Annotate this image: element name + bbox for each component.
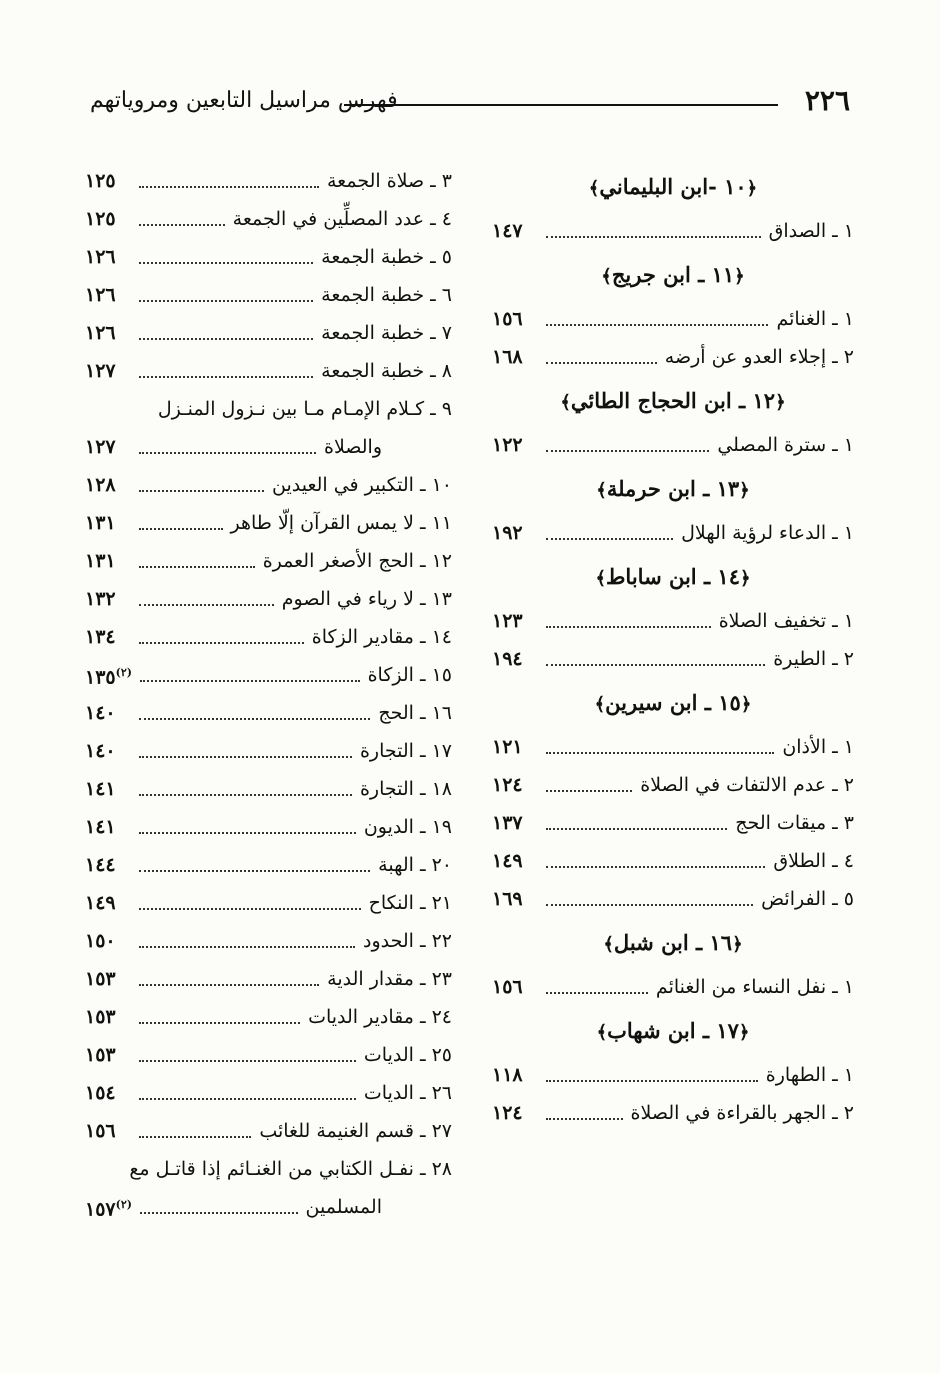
page-value: ١٤٩ bbox=[85, 892, 116, 914]
dot-leader bbox=[546, 1118, 623, 1120]
index-entry bbox=[85, 618, 452, 656]
page-value: ١٢٥ bbox=[85, 170, 116, 192]
page-value: ١٢٦ bbox=[85, 322, 116, 344]
dot-leader bbox=[139, 604, 274, 606]
entry-text: ٥ ـ الفرائض bbox=[761, 888, 854, 910]
dot-leader bbox=[139, 490, 264, 492]
entry-text: ٣ ـ ميقات الحج bbox=[735, 812, 854, 834]
index-entry bbox=[85, 808, 452, 846]
entry-page bbox=[492, 640, 538, 678]
page-value: ١٢٦ bbox=[85, 246, 116, 268]
entry-text: ٤ ـ عدد المصلِّين في الجمعة bbox=[232, 208, 452, 230]
entry-page bbox=[492, 1056, 538, 1094]
entry-page bbox=[85, 618, 131, 656]
index-entry bbox=[492, 212, 854, 250]
entry-text: ١٧ ـ التجارة bbox=[359, 740, 452, 762]
dot-leader bbox=[139, 300, 313, 302]
section-title: ١٠ -ابن البليماني bbox=[599, 174, 747, 199]
entry-page bbox=[85, 1036, 131, 1074]
entry-page bbox=[85, 428, 131, 466]
page-value: ١٣٥ bbox=[85, 666, 116, 689]
index-entry bbox=[492, 1056, 854, 1094]
entry-page bbox=[85, 314, 131, 352]
ornate-bracket-left: ﴿ bbox=[738, 1022, 750, 1043]
entry-page bbox=[85, 1074, 131, 1112]
index-entry-line1 bbox=[85, 1150, 452, 1188]
page-value: ١٤١ bbox=[85, 816, 116, 838]
ornate-bracket-left: ﴿ bbox=[746, 178, 758, 199]
dot-leader bbox=[140, 680, 360, 682]
entry-page bbox=[85, 200, 131, 238]
entry-page bbox=[85, 466, 131, 504]
dot-leader bbox=[546, 450, 709, 452]
dot-leader bbox=[546, 904, 753, 906]
dot-leader bbox=[546, 236, 761, 238]
ornate-bracket-right: ﴾ bbox=[595, 568, 606, 589]
dot-leader bbox=[546, 538, 673, 540]
entry-page bbox=[85, 770, 131, 808]
page-value: ١٢١ bbox=[492, 736, 523, 758]
entry-page bbox=[85, 654, 132, 696]
dot-leader bbox=[139, 908, 361, 910]
index-entry bbox=[492, 728, 854, 766]
entry-text: ٢١ ـ النكاح bbox=[368, 892, 452, 914]
dot-leader bbox=[139, 338, 313, 340]
dot-leader bbox=[546, 828, 727, 830]
dot-leader bbox=[139, 718, 370, 720]
ornate-bracket-left: ﴿ bbox=[732, 934, 743, 955]
section-heading bbox=[492, 250, 854, 300]
entry-text: ١٨ ـ التجارة bbox=[359, 778, 452, 800]
index-entry bbox=[492, 968, 854, 1006]
page-value: ١١٨ bbox=[492, 1064, 523, 1086]
index-column-left bbox=[85, 162, 452, 1226]
entry-text: ١ ـ الدعاء لرؤية الهلال bbox=[681, 522, 854, 544]
section-heading bbox=[492, 464, 854, 514]
page-value: ١٥٣ bbox=[85, 968, 116, 990]
entry-text: ٢٨ ـ نفـل الكتابي من الغنـائم إذا قاتـل مع bbox=[129, 1158, 452, 1180]
entry-text: ١٢ ـ الحج الأصغر العمرة bbox=[262, 550, 452, 572]
index-entry bbox=[85, 352, 452, 390]
entry-text: ٢٣ ـ مقدار الدية bbox=[327, 968, 452, 990]
entry-text-cont: والصلاة bbox=[323, 436, 382, 458]
section-heading bbox=[492, 552, 854, 602]
page-value: ١٣٤ bbox=[85, 626, 116, 648]
section-title: ١١ ـ ابن جريج bbox=[611, 262, 735, 287]
ornate-bracket-left: ﴿ bbox=[740, 694, 752, 715]
page-value: ١٣١ bbox=[85, 512, 116, 534]
entry-page bbox=[85, 542, 131, 580]
dot-leader bbox=[139, 528, 223, 530]
ornate-bracket-left: ﴿ bbox=[739, 568, 751, 589]
ornate-bracket-right: ﴾ bbox=[560, 392, 571, 413]
page-header bbox=[90, 84, 850, 124]
dot-leader bbox=[139, 1136, 251, 1138]
entry-text: ١ ـ الصداق bbox=[768, 220, 854, 242]
index-entry bbox=[492, 766, 854, 804]
dot-leader bbox=[546, 1080, 758, 1082]
entry-page bbox=[85, 1112, 131, 1150]
entry-text: ٢٥ ـ الديات bbox=[363, 1044, 452, 1066]
dot-leader bbox=[139, 1022, 300, 1024]
page-value: ١٥٦ bbox=[492, 976, 523, 998]
entry-text: ٥ ـ خطبة الجمعة bbox=[321, 246, 452, 268]
entry-text: ١ ـ سترة المصلي bbox=[717, 434, 854, 456]
dot-leader bbox=[139, 186, 319, 188]
index-entry bbox=[85, 732, 452, 770]
section-title: ١٥ ـ ابن سيرين bbox=[605, 690, 741, 715]
index-entry bbox=[85, 314, 452, 352]
index-entry bbox=[85, 922, 452, 960]
page-value: ١٩٢ bbox=[492, 522, 523, 544]
header-rule bbox=[344, 104, 778, 106]
page-value: ١٥٦ bbox=[492, 308, 523, 330]
entry-page bbox=[85, 960, 131, 998]
entry-text: ١٠ ـ التكبير في العيدين bbox=[271, 474, 452, 496]
index-entry bbox=[492, 1094, 854, 1132]
section-title: ١٤ ـ ابن ساباط bbox=[606, 564, 740, 589]
ornate-bracket-right: ﴾ bbox=[596, 480, 607, 501]
entry-page bbox=[492, 766, 538, 804]
page-value: ١٢٧ bbox=[85, 436, 116, 458]
section-heading bbox=[492, 1006, 854, 1056]
page-value: ١٥٤ bbox=[85, 1082, 116, 1104]
entry-page bbox=[85, 238, 131, 276]
index-entry bbox=[492, 804, 854, 842]
entry-text: ٢ ـ الطيرة bbox=[773, 648, 854, 670]
entry-page bbox=[492, 602, 538, 640]
dot-leader bbox=[139, 1060, 356, 1062]
entry-text: ٢٤ ـ مقادير الديات bbox=[308, 1006, 452, 1028]
index-entry bbox=[492, 426, 854, 464]
dot-leader bbox=[139, 262, 313, 264]
ornate-bracket-left: ﴿ bbox=[775, 392, 786, 413]
entry-page bbox=[492, 804, 538, 842]
entry-text: ١ ـ الغنائم bbox=[776, 308, 854, 330]
section-heading bbox=[492, 376, 854, 426]
page-value: ١٥٧ bbox=[85, 1198, 116, 1221]
dot-leader bbox=[139, 984, 319, 986]
entry-page bbox=[85, 694, 131, 732]
entry-text: ٦ ـ خطبة الجمعة bbox=[321, 284, 452, 306]
index-entry bbox=[85, 276, 452, 314]
index-column-right bbox=[492, 162, 854, 1132]
dot-leader bbox=[546, 362, 657, 364]
dot-leader bbox=[140, 1212, 298, 1214]
page-value: ١٦٨ bbox=[492, 346, 523, 368]
section-heading bbox=[492, 918, 854, 968]
index-entry bbox=[492, 300, 854, 338]
entry-page bbox=[492, 1094, 538, 1132]
entry-page bbox=[85, 846, 131, 884]
index-entry bbox=[85, 466, 452, 504]
dot-leader bbox=[546, 752, 774, 754]
index-entry bbox=[85, 1074, 452, 1112]
entry-page bbox=[85, 884, 131, 922]
entry-page bbox=[492, 968, 538, 1006]
page-value: ١٢٤ bbox=[492, 774, 523, 796]
dot-leader bbox=[139, 642, 304, 644]
index-entry bbox=[85, 770, 452, 808]
page-value: ١٥٣ bbox=[85, 1044, 116, 1066]
page-value: ١٤٧ bbox=[492, 220, 523, 242]
index-entry bbox=[492, 514, 854, 552]
index-entry bbox=[492, 880, 854, 918]
index-entry bbox=[85, 998, 452, 1036]
index-entry bbox=[85, 656, 452, 694]
page-value: ١٢٣ bbox=[492, 610, 523, 632]
entry-page bbox=[85, 1186, 132, 1228]
entry-page bbox=[85, 580, 131, 618]
page-value: ١٢٧ bbox=[85, 360, 116, 382]
page-value: ١٥٠ bbox=[85, 930, 116, 952]
index-entry-line2 bbox=[85, 1188, 452, 1226]
entry-text: ٢٢ ـ الحدود bbox=[362, 930, 452, 952]
index-entry bbox=[85, 162, 452, 200]
entry-page bbox=[85, 732, 131, 770]
entry-page bbox=[492, 300, 538, 338]
index-entry bbox=[492, 640, 854, 678]
dot-leader bbox=[139, 946, 355, 948]
entry-text: ١٥ ـ الزكاة bbox=[367, 664, 452, 686]
page-value: ١٢٦ bbox=[85, 284, 116, 306]
entry-text: ٢ ـ عدم الالتفات في الصلاة bbox=[640, 774, 854, 796]
dot-leader bbox=[546, 790, 632, 792]
index-entry bbox=[492, 842, 854, 880]
page-value: ١٤١ bbox=[85, 778, 116, 800]
entry-text: ٩ ـ كـلام الإمـام مـا بين نـزول المنـزل bbox=[157, 398, 452, 420]
entry-text: ٢ ـ إجلاء العدو عن أرضه bbox=[664, 346, 854, 368]
index-entry-line2 bbox=[85, 428, 452, 466]
dot-leader bbox=[139, 1098, 356, 1100]
page-value: ١٦٩ bbox=[492, 888, 523, 910]
section-title: ١٣ ـ ابن حرملة bbox=[606, 476, 740, 501]
entry-page bbox=[85, 922, 131, 960]
dot-leader bbox=[546, 992, 648, 994]
section-title: ١٧ ـ ابن شهاب bbox=[607, 1018, 739, 1043]
entry-text: ٢٧ ـ قسم الغنيمة للغائب bbox=[259, 1120, 452, 1142]
entry-text: ١٩ ـ الديون bbox=[363, 816, 452, 838]
section-title: ١٦ ـ ابن شبل bbox=[613, 930, 733, 955]
index-entry bbox=[85, 884, 452, 922]
section-heading bbox=[492, 678, 854, 728]
entry-text: ٧ ـ خطبة الجمعة bbox=[321, 322, 452, 344]
page-value: ١٥٦ bbox=[85, 1120, 116, 1142]
index-entry bbox=[85, 580, 452, 618]
page-value: ١٢٥ bbox=[85, 208, 116, 230]
entry-page bbox=[492, 426, 538, 464]
page-value: ١٩٤ bbox=[492, 648, 523, 670]
running-title: فهرس مراسيل التابعين ومروياتهم bbox=[90, 88, 398, 113]
index-entry bbox=[85, 504, 452, 542]
page-number: ٢٢٦ bbox=[804, 84, 850, 117]
entry-text-cont: المسلمين bbox=[305, 1196, 382, 1218]
entry-page bbox=[85, 808, 131, 846]
index-entry bbox=[85, 960, 452, 998]
ornate-bracket-left: ﴿ bbox=[739, 480, 750, 501]
entry-page bbox=[492, 212, 538, 250]
page-value: ١٣٧ bbox=[492, 812, 523, 834]
page-value: ١٤٠ bbox=[85, 740, 116, 762]
dot-leader bbox=[139, 452, 316, 454]
dot-leader bbox=[139, 566, 255, 568]
index-entry bbox=[85, 1036, 452, 1074]
page-value: ١٤٤ bbox=[85, 854, 116, 876]
dot-leader bbox=[139, 794, 352, 796]
section-title: ١٢ ـ ابن الحجاج الطائي bbox=[570, 388, 776, 413]
dot-leader bbox=[139, 756, 352, 758]
entry-page bbox=[492, 338, 538, 376]
entry-text: ٣ ـ صلاة الجمعة bbox=[327, 170, 452, 192]
entry-page bbox=[492, 880, 538, 918]
entry-page bbox=[85, 352, 131, 390]
entry-page bbox=[492, 514, 538, 552]
dot-leader bbox=[139, 832, 356, 834]
entry-page bbox=[85, 998, 131, 1036]
footnote-mark: (٢) bbox=[115, 665, 132, 679]
index-entry bbox=[85, 238, 452, 276]
entry-page bbox=[85, 504, 131, 542]
ornate-bracket-right: ﴾ bbox=[603, 934, 614, 955]
entry-text: ١ ـ تخفيف الصلاة bbox=[718, 610, 854, 632]
page-value: ١٤٠ bbox=[85, 702, 116, 724]
entry-text: ١ ـ الأذان bbox=[782, 736, 854, 758]
page-value: ١٢٢ bbox=[492, 434, 523, 456]
entry-text: ٢٦ ـ الديات bbox=[363, 1082, 452, 1104]
ornate-bracket-right: ﴾ bbox=[594, 694, 606, 715]
index-entry bbox=[492, 338, 854, 376]
entry-text: ٢ ـ الجهر بالقراءة في الصلاة bbox=[630, 1102, 854, 1124]
page-value: ١٢٤ bbox=[492, 1102, 523, 1124]
entry-text: ١ ـ الطهارة bbox=[765, 1064, 854, 1086]
dot-leader bbox=[546, 324, 768, 326]
ornate-bracket-right: ﴾ bbox=[596, 1022, 608, 1043]
entry-text: ١١ ـ لا يمس القرآن إلّا طاهر bbox=[230, 512, 452, 534]
entry-text: ١ ـ نفل النساء من الغنائم bbox=[655, 976, 854, 998]
index-entry bbox=[85, 1112, 452, 1150]
dot-leader bbox=[546, 664, 765, 666]
page-value: ١٥٣ bbox=[85, 1006, 116, 1028]
ornate-bracket-right: ﴾ bbox=[601, 266, 612, 287]
ornate-bracket-right: ﴾ bbox=[588, 178, 600, 199]
index-entry bbox=[85, 694, 452, 732]
index-entry bbox=[85, 542, 452, 580]
dot-leader bbox=[139, 870, 370, 872]
dot-leader bbox=[546, 866, 765, 868]
dot-leader bbox=[139, 376, 313, 378]
section-heading bbox=[492, 162, 854, 212]
page-value: ١٣٢ bbox=[85, 588, 116, 610]
entry-text: ١٤ ـ مقادير الزكاة bbox=[311, 626, 452, 648]
entry-page bbox=[85, 162, 131, 200]
footnote-mark: (٢) bbox=[115, 1197, 132, 1211]
index-entry bbox=[85, 846, 452, 884]
index-entry bbox=[492, 602, 854, 640]
page-value: ١٣١ bbox=[85, 550, 116, 572]
page-value: ١٢٨ bbox=[85, 474, 116, 496]
entry-text: ٢٠ ـ الهبة bbox=[378, 854, 452, 876]
entry-page bbox=[85, 276, 131, 314]
ornate-bracket-left: ﴿ bbox=[734, 266, 745, 287]
entry-text: ٨ ـ خطبة الجمعة bbox=[321, 360, 452, 382]
dot-leader bbox=[546, 626, 711, 628]
entry-text: ١٦ ـ الحج bbox=[378, 702, 452, 724]
index-entry-line1 bbox=[85, 390, 452, 428]
index-entry bbox=[85, 200, 452, 238]
entry-page bbox=[492, 842, 538, 880]
dot-leader bbox=[139, 224, 225, 226]
entry-text: ٤ ـ الطلاق bbox=[773, 850, 854, 872]
entry-text: ١٣ ـ لا رياء في الصوم bbox=[281, 588, 452, 610]
page-value: ١٤٩ bbox=[492, 850, 523, 872]
entry-page bbox=[492, 728, 538, 766]
